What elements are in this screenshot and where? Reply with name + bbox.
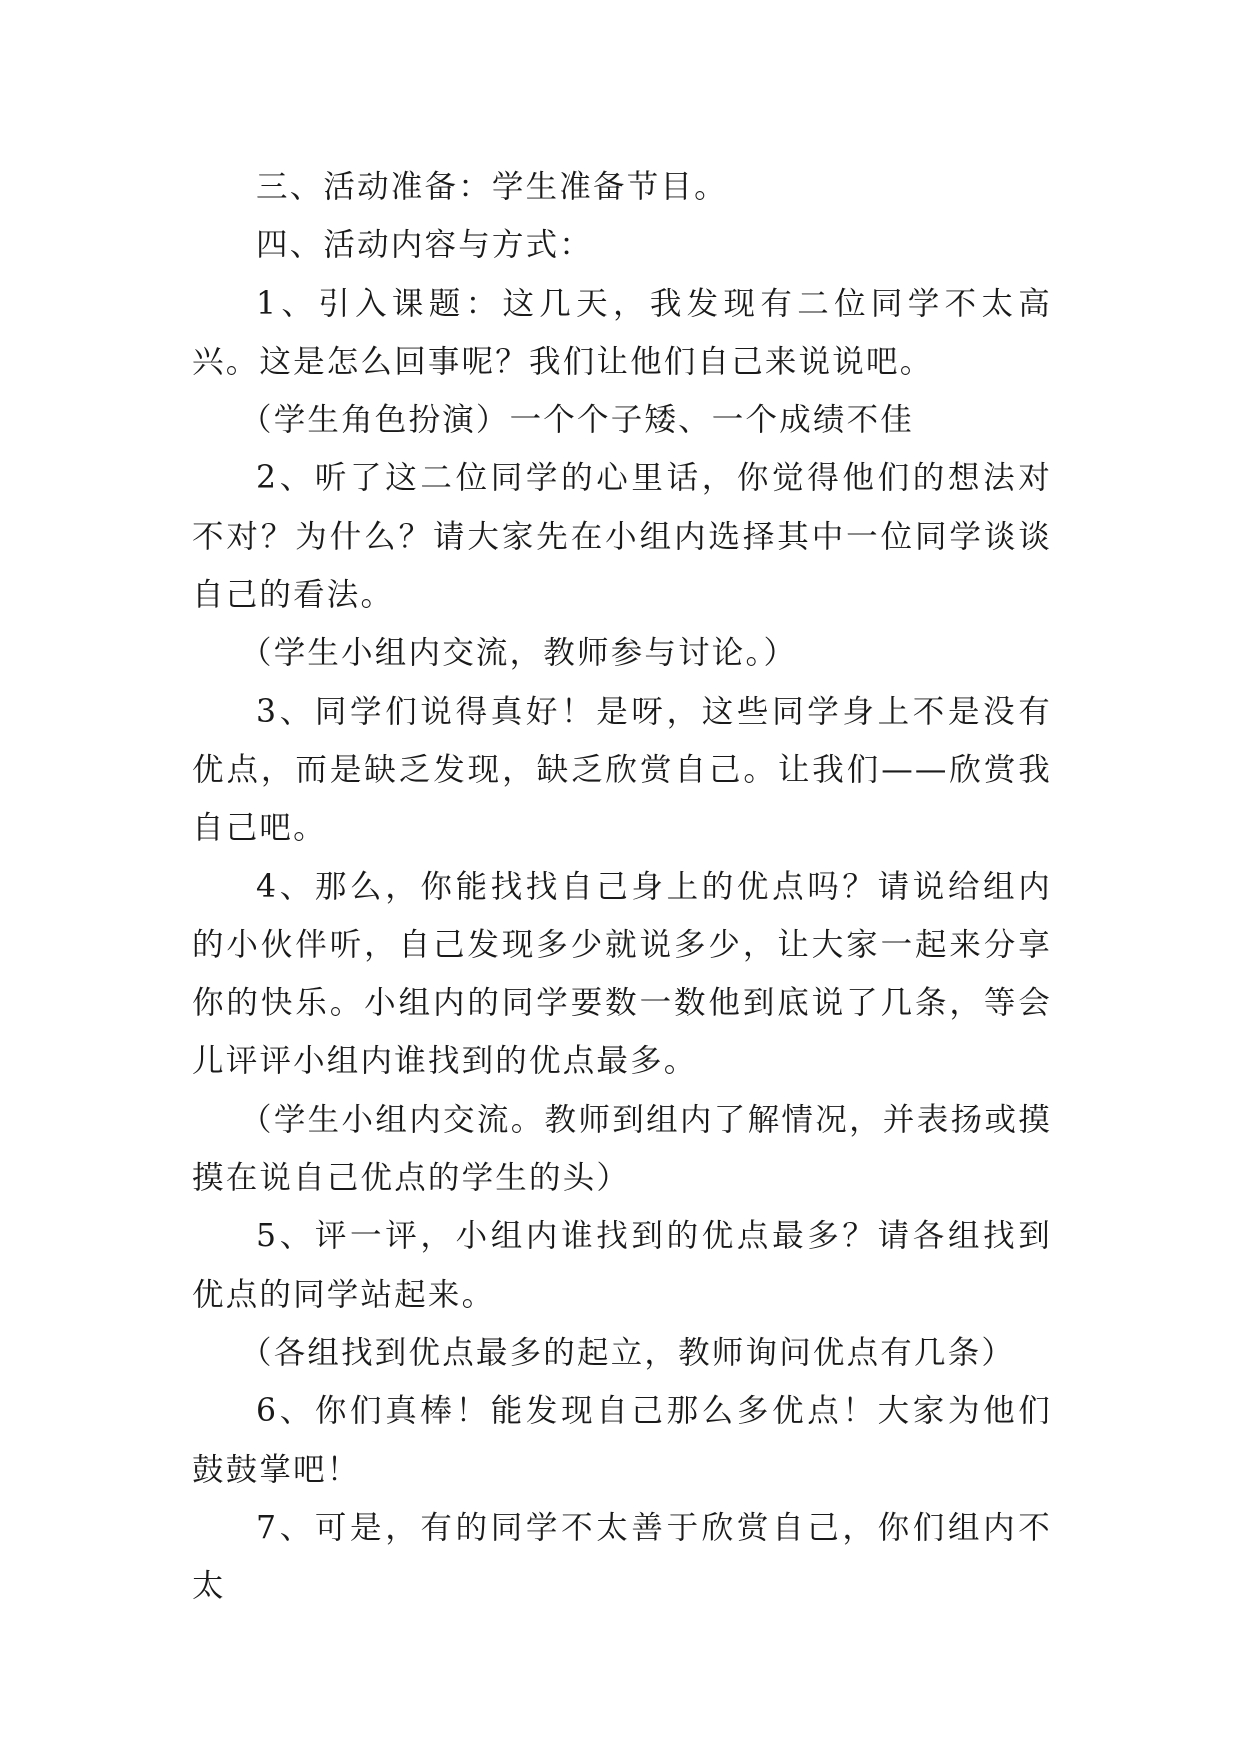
paragraph-step-7: 7、可是，有的同学不太善于欣赏自己，你们组内不太 bbox=[192, 1509, 1052, 1605]
paragraph-note-role-play: （学生角色扮演）一个个子矮、一个成绩不佳 bbox=[240, 402, 915, 439]
paragraph-note-teacher-visit: （学生小组内交流。教师到组内了解情况，并表扬或摸摸在说自己优点的学生的头） bbox=[192, 1101, 1052, 1197]
paragraph-note-stand-up: （各组找到优点最多的起立，教师询问优点有几条） bbox=[240, 1334, 1016, 1371]
paragraph-activity-content-heading: 四、活动内容与方式： bbox=[256, 227, 594, 264]
paragraph-step-4: 4、那么，你能找找自己身上的优点吗？请说给组内的小伙伴听，自己发现多少就说多少，让大家一起来分享你的快乐。小组内的同学要数一数他到底说了几条，等会儿评评小组内谁找到的优点最多。 bbox=[192, 868, 1052, 1080]
paragraph-step-6: 6、你们真棒！能发现自己那么多优点！大家为他们鼓鼓掌吧！ bbox=[192, 1393, 1052, 1488]
paragraph-step-5: 5、评一评，小组内谁找到的优点最多？请各组找到优点的同学站起来。 bbox=[192, 1218, 1052, 1313]
paragraph-activity-preparation: 三、活动准备：学生准备节目。 bbox=[256, 169, 728, 205]
paragraph-step-3: 3、同学们说得真好！是呀，这些同学身上不是没有优点，而是缺乏发现，缺乏欣赏自己。让我们——欣赏我自己吧。 bbox=[192, 693, 1052, 847]
paragraph-note-group-discussion: （学生小组内交流，教师参与讨论。） bbox=[240, 635, 798, 672]
paragraph-step-2: 2、听了这二位同学的心里话，你觉得他们的想法对不对？为什么？请大家先在小组内选择其中一位同学谈谈自己的看法。 bbox=[192, 460, 1052, 614]
document-page bbox=[192, 158, 1052, 1615]
paragraph-step-1: 1、引入课题：这几天，我发现有二位同学不太高兴。这是怎么回事呢？我们让他们自己来说说吧。 bbox=[192, 285, 1052, 380]
